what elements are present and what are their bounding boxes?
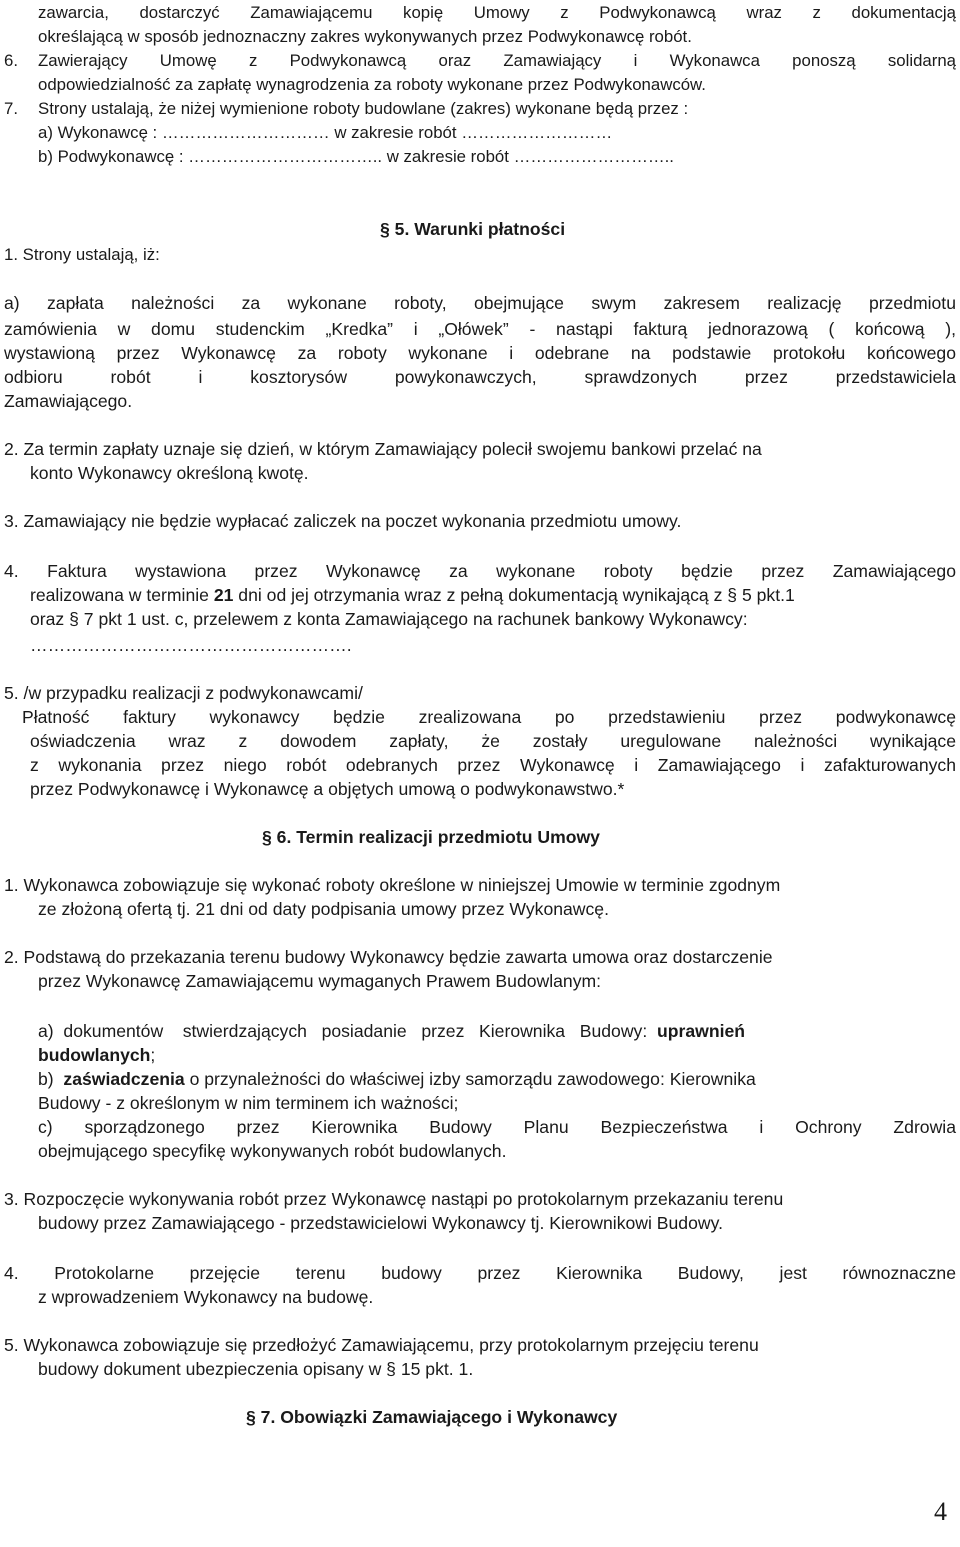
s6-b-line-2: Budowy - z określonym w nim terminem ich ważności; bbox=[38, 1093, 459, 1113]
s6-c-line-1: c) sporządzonego przez Kierownika Budowy Planu Bezpieczeństwa i Ochrony Zdrowia bbox=[38, 1117, 956, 1137]
s5-p2-line-2: konto Wykonawcy określoną kwotę. bbox=[30, 463, 309, 483]
s5-p5-line-3: oświadczenia wraz z dowodem zapłaty, że zostały uregulowane należności wynikające bbox=[30, 731, 956, 751]
s6-a-line-1: a) dokumentów stwierdzających posiadanie przez Kierownika Budowy: uprawnień bbox=[38, 1021, 745, 1041]
strony-label: 1. Strony ustalają, iż: bbox=[4, 245, 160, 264]
s6-p1-line-2: ze złożoną ofertą tj. 21 dni od daty podpisania umowy przez Wykonawcę. bbox=[38, 899, 609, 919]
section-7-heading: § 7. Obowiązki Zamawiającego i Wykonawcy bbox=[246, 1407, 618, 1427]
item-6-line-1: Zawierający Umowę z Podwykonawcą oraz Zamawiający i Wykonawca ponoszą solidarną bbox=[38, 51, 956, 70]
intro-line-2: określającą w sposób jednoznaczny zakres wykonywanych przez Podwykonawcę robót. bbox=[38, 27, 692, 46]
s5-a-line-3: wystawioną przez Wykonawcę za roboty wykonane i odebrane na podstawie protokołu końcowego bbox=[4, 343, 956, 363]
s6-b-line-1: b) zaświadczenia o przynależności do właściwej izby samorządu zawodowego: Kierownika bbox=[38, 1069, 756, 1089]
item-6-line-2: odpowiedzialność za zapłatę wynagrodzenia za roboty wykonane przez Podwykonawców. bbox=[38, 75, 706, 94]
s6-p5-line-1: 5. Wykonawca zobowiązuje się przedłożyć Zamawiającemu, przy protokolarnym przejęciu terenu bbox=[4, 1335, 759, 1355]
item-6-number: 6. bbox=[4, 51, 18, 70]
item-7-a: a) Wykonawcę : ………………………… w zakresie robót ……………………… bbox=[38, 123, 613, 142]
s5-p4-line-3: oraz § 7 pkt 1 ust. c, przelewem z konta Zamawiającego na rachunek bankowy Wykonawcy: bbox=[30, 609, 748, 629]
item-7-number: 7. bbox=[4, 99, 18, 118]
s5-a-line-5: Zamawiającego. bbox=[4, 391, 133, 411]
item-7-line-1: Strony ustalają, że niżej wymienione roboty budowlane (zakres) wykonane będą przez : bbox=[38, 99, 689, 118]
s5-p4-line-2: realizowana w terminie 21 dni od jej otrzymania wraz z pełną dokumentacją wynikającą z § 5 pkt.1 bbox=[30, 585, 795, 605]
s5-p2-line-1: 2. Za termin zapłaty uznaje się dzień, w którym Zamawiający polecił swojemu bankowi przelać na bbox=[4, 439, 762, 459]
s6-c-line-2: obejmującego specyfikę wykonywanych robót budowlanych. bbox=[38, 1141, 507, 1161]
item-7-b: b) Podwykonawcę : …………………………….. w zakresie robót ……………………….. bbox=[38, 147, 674, 166]
s5-a-line-4: odbioru robót i kosztorysów powykonawczych, sprawdzonych przez przedstawiciela bbox=[4, 367, 956, 387]
s5-p5-line-2: Płatność faktury wykonawcy będzie zrealizowana po przedstawieniu przez podwykonawcę bbox=[22, 707, 956, 727]
s5-a-line-1: a) zapłata należności za wykonane roboty, obejmujące swym zakresem realizację przedmiotu bbox=[4, 293, 956, 313]
page-number: 4 bbox=[934, 1497, 947, 1526]
section-6-heading: § 6. Termin realizacji przedmiotu Umowy bbox=[262, 827, 600, 847]
s6-p3-line-2: budowy przez Zamawiającego - przedstawicielowi Wykonawcy tj. Kierownikowi Budowy. bbox=[38, 1213, 723, 1233]
s5-p4-line-4: ………………………………………………. bbox=[30, 635, 352, 655]
s5-p5-line-4: z wykonania przez niego robót odebranych przez Wykonawcę i Zamawiającego i zafakturowanych bbox=[30, 755, 956, 775]
s6-p3-line-1: 3. Rozpoczęcie wykonywania robót przez Wykonawcę nastąpi po protokolarnym przekazaniu terenu bbox=[4, 1189, 784, 1209]
section-5-heading: § 5. Warunki płatności bbox=[380, 219, 566, 239]
s5-p3: 3. Zamawiający nie będzie wypłacać zaliczek na poczet wykonania przedmiotu umowy. bbox=[4, 511, 682, 531]
s6-p4-line-1: 4. Protokolarne przejęcie terenu budowy przez Kierownika Budowy, jest równoznaczne bbox=[4, 1263, 956, 1283]
s6-p2-line-1: 2. Podstawą do przekazania terenu budowy Wykonawcy będzie zawarta umowa oraz dostarczenie bbox=[4, 947, 773, 967]
s6-p1-line-1: 1. Wykonawca zobowiązuje się wykonać roboty określone w niniejszej Umowie w terminie zgodnym bbox=[4, 875, 781, 895]
s5-p4-line-1: 4. Faktura wystawiona przez Wykonawcę za wykonane roboty będzie przez Zamawiającego bbox=[4, 561, 956, 581]
s5-a-line-2: zamówienia w domu studenckim „Kredka” i „Ołówek” - nastąpi fakturą jednorazową ( końcową ), bbox=[4, 319, 956, 339]
s6-p2-line-2: przez Wykonawcę Zamawiającemu wymaganych Prawem Budowlanym: bbox=[38, 971, 602, 991]
s6-a-line-2: budowlanych; bbox=[38, 1045, 156, 1065]
s5-p5-line-5: przez Podwykonawcę i Wykonawcę a objętych umową o podwykonawstwo.* bbox=[30, 779, 625, 799]
s6-p5-line-2: budowy dokument ubezpieczenia opisany w § 15 pkt. 1. bbox=[38, 1359, 474, 1379]
intro-line-1: zawarcia, dostarczyć Zamawiającemu kopię Umowy z Podwykonawcą wraz z dokumentacją bbox=[38, 3, 956, 22]
s5-p5-line-1: 5. /w przypadku realizacji z podwykonawcami/ bbox=[4, 683, 363, 703]
s6-p4-line-2: z wprowadzeniem Wykonawcy na budowę. bbox=[38, 1287, 374, 1307]
